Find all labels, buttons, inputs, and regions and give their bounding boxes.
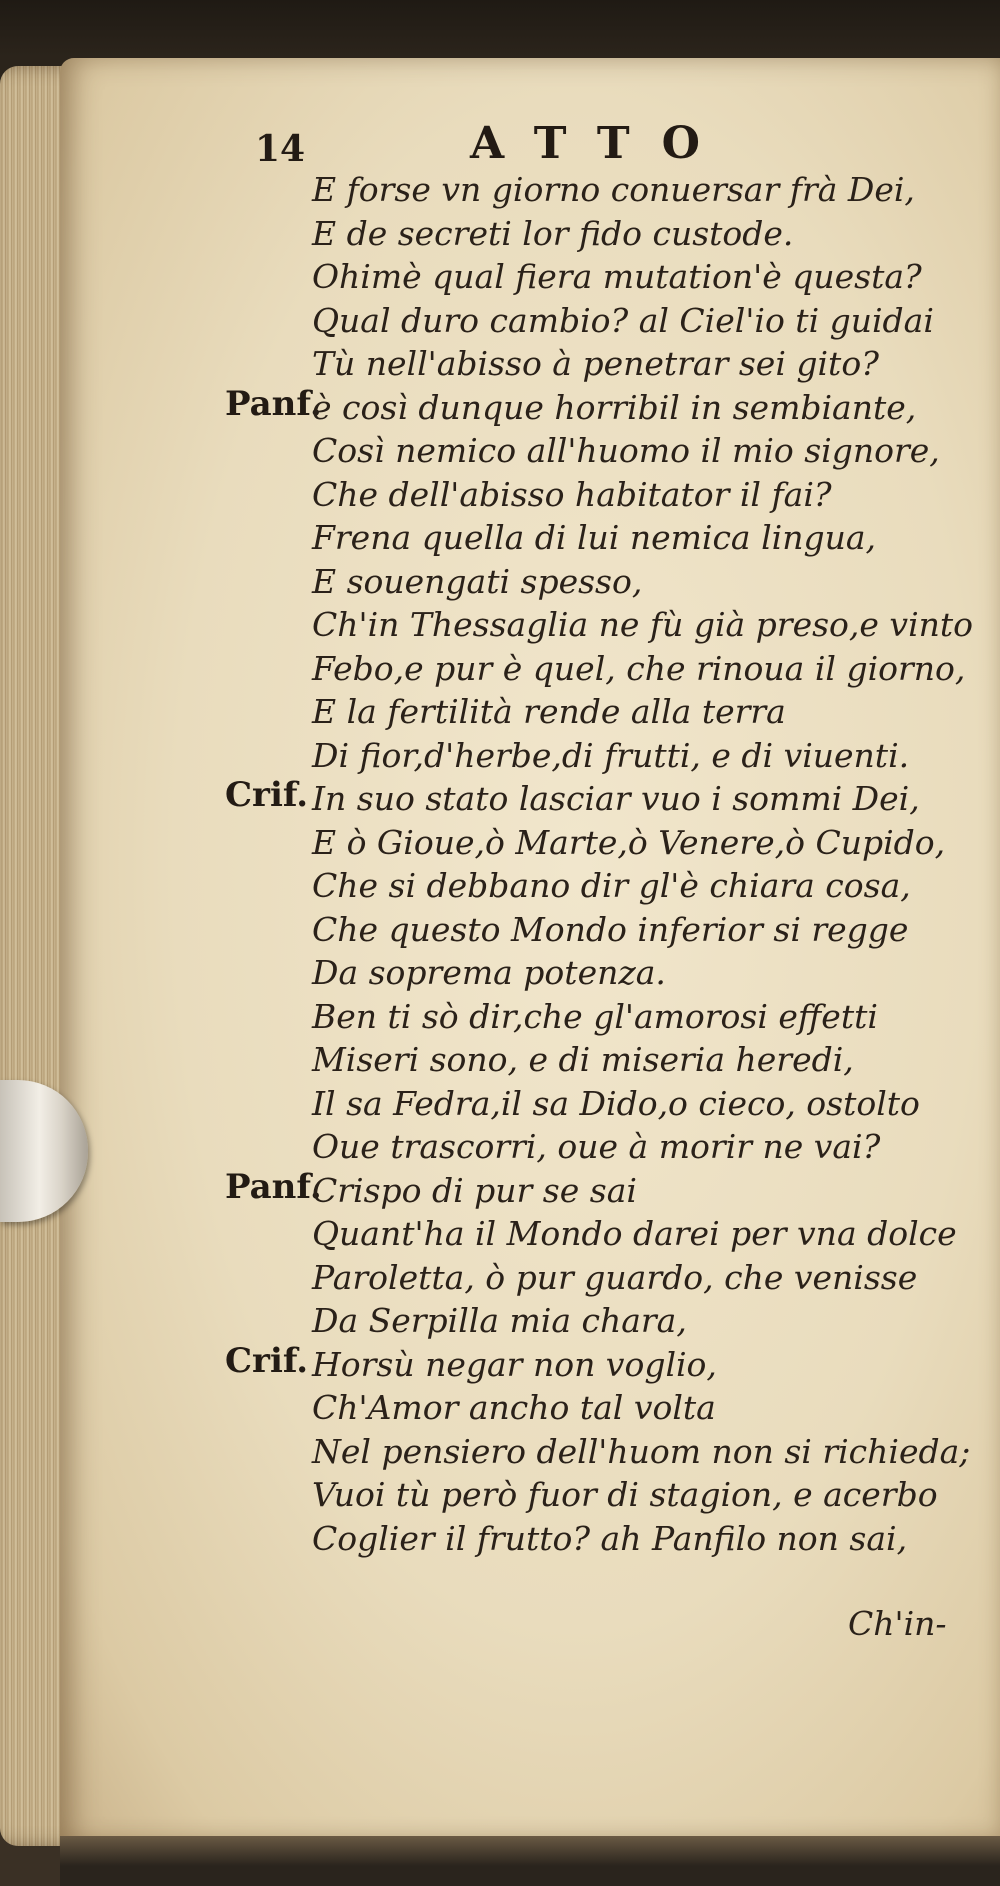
verse-line: Paroletta, ò pur guardo, che venisse	[312, 1257, 918, 1297]
verse-line: Crispo di pur se sai	[312, 1170, 637, 1210]
verse-line: E la fertilità rende alla terra	[312, 692, 786, 731]
verse-line: Che dell'abisso habitator il fai?	[312, 474, 832, 514]
verse-line: Ch'Amor ancho tal volta	[312, 1388, 716, 1427]
verse-line: Ch'in Thessaglia ne fù già preso,e vinto	[312, 605, 973, 644]
verse-line: Febo,e pur è quel, che rinoua il giorno,	[312, 648, 966, 688]
verse-line: E ò Gioue,ò Marte,ò Venere,ò Cupido,	[312, 822, 946, 862]
verse-line: Horsù negar non voglio,	[312, 1344, 717, 1384]
verse-line: Da Serpilla mia chara,	[312, 1301, 687, 1340]
verse-line: Che si debbano dir gl'è chiara cosa,	[312, 866, 911, 905]
speaker-label: Panf.	[225, 383, 322, 424]
verse-line: E de secreti lor fido custode.	[312, 213, 794, 253]
verse-line: è così dunque horribil in sembiante,	[312, 387, 917, 427]
verse-line: E forse vn giorno conuersar frà Dei,	[312, 170, 915, 209]
catchword: Ch'in-	[848, 1604, 947, 1643]
verse-line: Vuoi tù però fuor di stagion, e acerbo	[312, 1475, 938, 1514]
verse-line: E souengati spesso,	[312, 561, 643, 601]
page-number: 14	[255, 128, 306, 170]
verse-line: In suo stato lasciar vuo i sommi Dei,	[312, 779, 920, 818]
verse-line: Quant'ha il Mondo darei per vna dolce	[312, 1214, 957, 1253]
verse-line: Ohimè qual fiera mutation'è questa?	[312, 257, 922, 296]
verse-line: Così nemico all'huomo il mio signore,	[312, 431, 940, 470]
verse-line: Ben ti sò dir,che gl'amorosi effetti	[312, 996, 878, 1036]
verse-line: Coglier il frutto? ah Panfilo non sai,	[312, 1518, 908, 1558]
speaker-label: Crif.	[225, 775, 309, 815]
speaker-label: Crif.	[225, 1340, 309, 1381]
verse-line: Il sa Fedra,il sa Dido,o cieco, ostolto	[312, 1083, 920, 1123]
verse-line: Tù nell'abisso à penetrar sei gito?	[312, 344, 879, 383]
verse-line: Qual duro cambio? al Ciel'io ti guidai	[312, 300, 934, 340]
running-head: ATTO	[470, 118, 732, 169]
speaker-label: Panf.	[225, 1166, 322, 1207]
verse-line: Che questo Mondo inferior si regge	[312, 909, 909, 949]
verse-line: Oue trascorri, oue à morir ne vai?	[312, 1127, 881, 1166]
verse-line: Miseri sono, e di miseria heredi,	[312, 1040, 854, 1079]
page-bottom-shadow	[60, 1836, 1000, 1886]
verse-line: Nel pensiero dell'huom non si richieda;	[312, 1431, 971, 1471]
verse-line: Di fior,d'herbe,di frutti, e di viuenti.	[312, 735, 910, 775]
verse-line: Frena quella di lui nemica lingua,	[312, 518, 876, 557]
verse-line: Da soprema potenza.	[312, 953, 666, 992]
